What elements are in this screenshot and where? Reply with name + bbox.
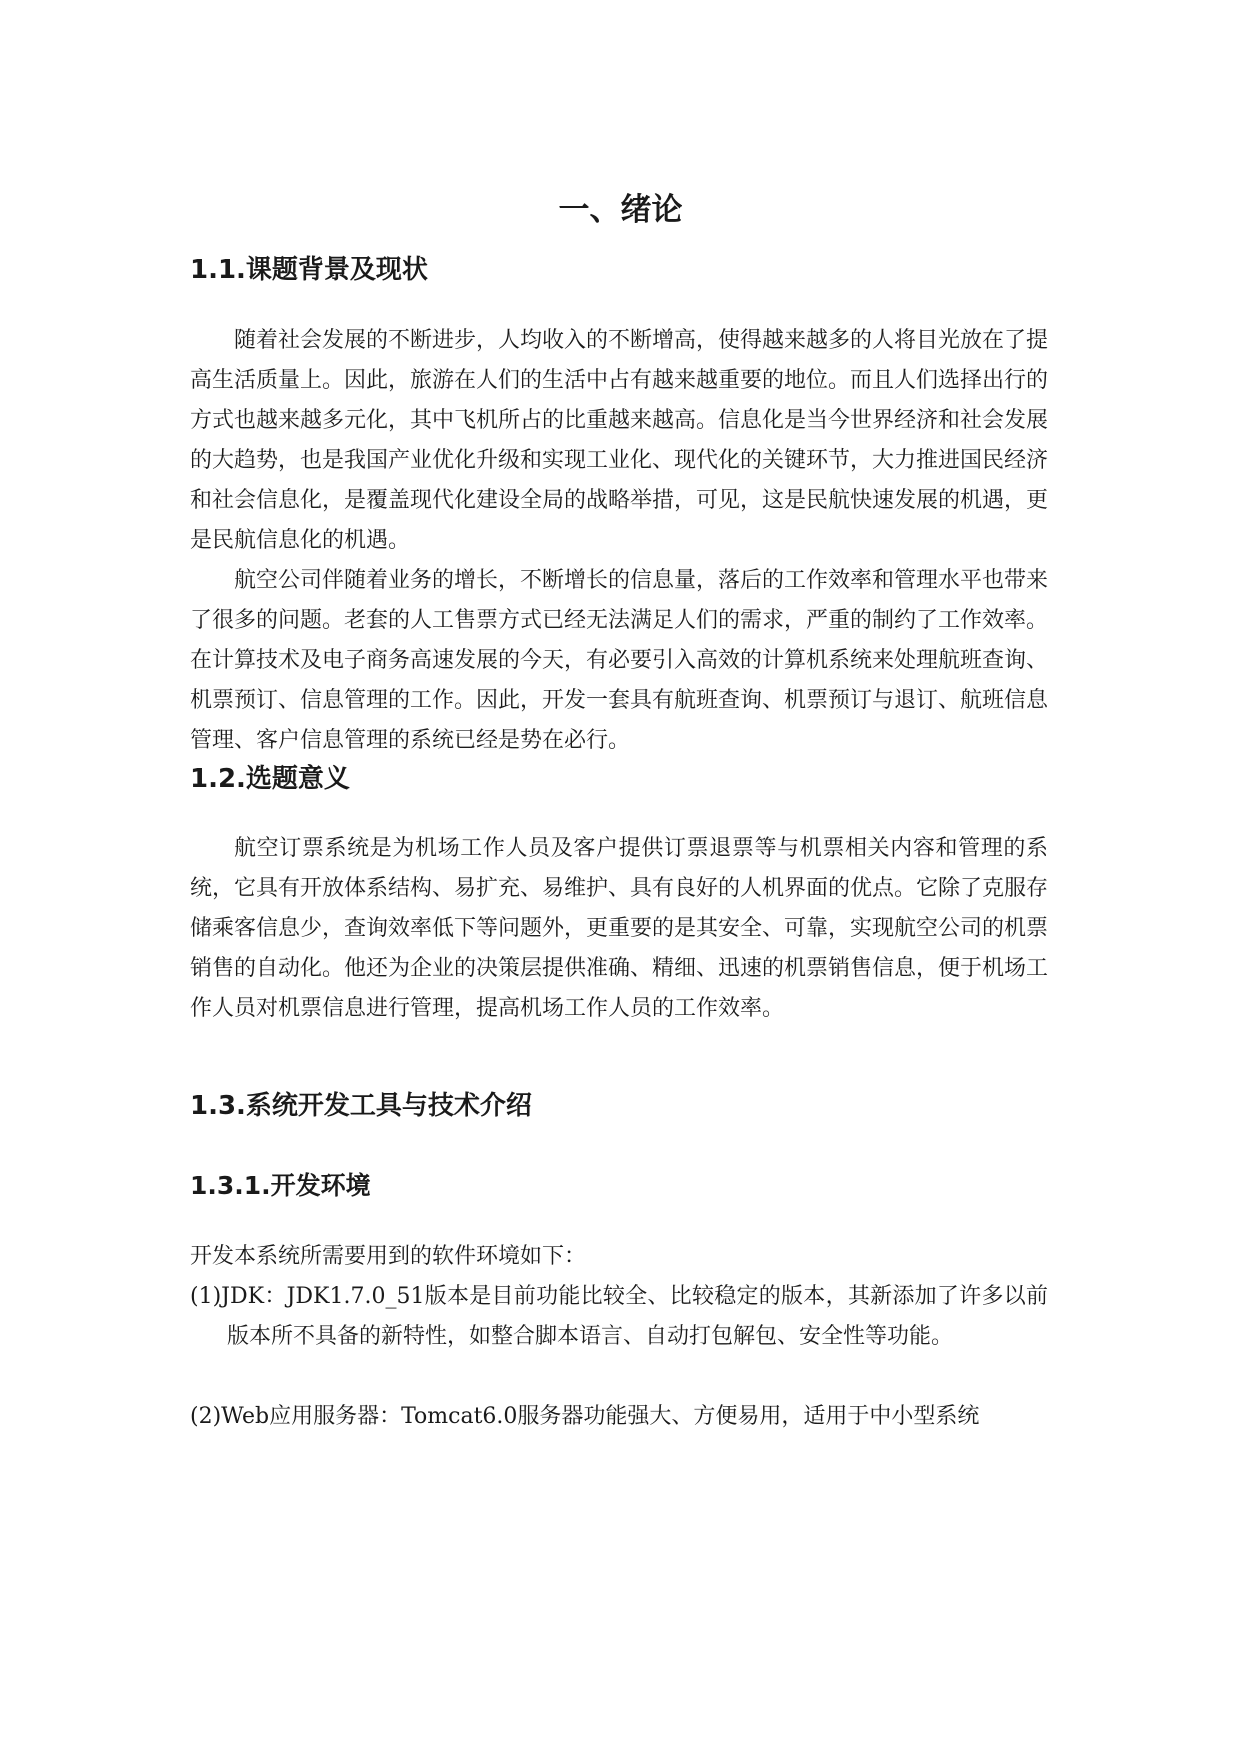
paragraph-background-2: 航空公司伴随着业务的增长，不断增长的信息量，落后的工作效率和管理水平也带来了很多的问题。老套的人工售票方式已经无法满足人们的需求，严重的制约了工作效率。在计算技术及电子商务高速发展的今天，有必要引入高效的计算机系统来处理航班查询、机票预订、信息管理的工作。因此，开发一套具有航班查询、机票预订与退订、航班信息管理、客户信息管理的系统已经是势在必行。 <box>190 568 1049 753</box>
environment-item-jdk: (1)JDK：JDK1.7.0_51版本是目前功能比较全、比较稳定的版本，其新添加了许多以前版本所不具备的新特性，如整合脚本语言、自动打包解包、安全性等功能。 <box>190 1284 1048 1349</box>
subsection-heading-environment: 1.3.1.开发环境 <box>190 1171 371 1200</box>
paragraph-significance-1: 航空订票系统是为机场工作人员及客户提供订票退票等与机票相关内容和管理的系统，它具有开放体系结构、易扩充、易维护、具有良好的人机界面的优点。它除了克服存储乘客信息少，查询效率低下等问题外，更重要的是其安全、可靠，实现航空公司的机票销售的自动化。他还为企业的决策层提供准确、精细、迅速的机票销售信息，便于机场工作人员对机票信息进行管理，提高机场工作人员的工作效率。 <box>190 836 1049 1021</box>
paragraph-background-1: 随着社会发展的不断进步，人均收入的不断增高，使得越来越多的人将目光放在了提高生活质量上。因此，旅游在人们的生活中占有越来越重要的地位。而且人们选择出行的方式也越来越多元化，其中飞机所占的比重越来越高。信息化是当今世界经济和社会发展的大趋势，也是我国产业优化升级和实现工业化、现代化的关键环节，大力推进国民经济和社会信息化，是覆盖现代化建设全局的战略举措，可见，这是民航快速发展的机遇，更是民航信息化的机遇。 <box>190 328 1049 553</box>
chapter-title: 一、绪论 <box>558 192 683 228</box>
environment-intro: 开发本系统所需要用到的软件环境如下： <box>190 1244 587 1269</box>
section-heading-significance: 1.2.选题意义 <box>190 764 350 794</box>
section-heading-background: 1.1.课题背景及现状 <box>190 255 428 285</box>
section-heading-tools: 1.3.系统开发工具与技术介绍 <box>190 1091 532 1121</box>
environment-item-web-server: (2)Web应用服务器：Tomcat6.0服务器功能强大、方便易用，适用于中小型系统 <box>190 1404 980 1429</box>
